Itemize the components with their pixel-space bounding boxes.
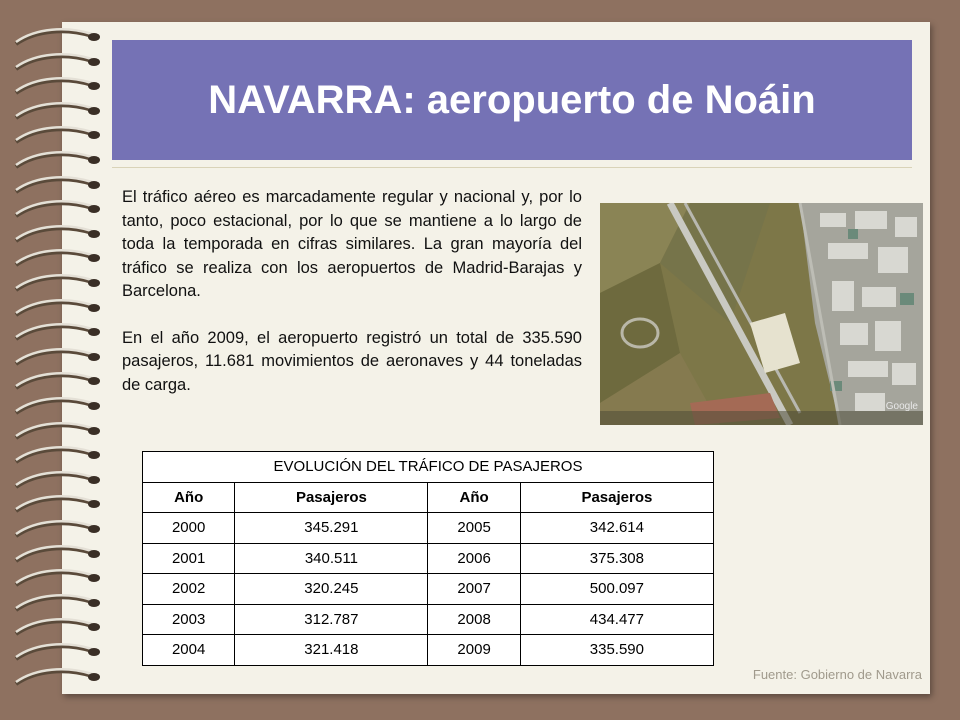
header-year-2: Año <box>428 482 520 513</box>
spiral-coil-icon <box>6 26 106 52</box>
spiral-coil-icon <box>6 75 106 101</box>
spiral-coil-icon <box>6 346 106 372</box>
spiral-coil-icon <box>6 567 106 593</box>
table-cell: 340.511 <box>235 543 428 574</box>
table-row <box>143 513 714 544</box>
spiral-coil-icon <box>6 518 106 544</box>
table-cell: 2001 <box>143 543 235 574</box>
table-cell: 2004 <box>143 635 235 666</box>
table-cell: 2007 <box>428 574 520 605</box>
table-cell: 2009 <box>428 635 520 666</box>
spiral-coil-icon <box>6 616 106 642</box>
spiral-coil-icon <box>6 469 106 495</box>
spiral-coil-icon <box>6 198 106 224</box>
table-cell: 312.787 <box>235 604 428 635</box>
spiral-coil-icon <box>6 395 106 421</box>
table-cell: 2005 <box>428 513 520 544</box>
table-cell: 2000 <box>143 513 235 544</box>
table-cell: 2003 <box>143 604 235 635</box>
spiral-coil-icon <box>6 272 106 298</box>
spiral-coil-icon <box>6 641 106 667</box>
spiral-coil-icon <box>6 51 106 77</box>
table-cell: 335.590 <box>520 635 713 666</box>
spiral-coil-icon <box>6 444 106 470</box>
table-row <box>143 604 714 635</box>
table-cell: 500.097 <box>520 574 713 605</box>
table-cell: 320.245 <box>235 574 428 605</box>
spiral-coil-icon <box>6 223 106 249</box>
aerial-photo <box>600 203 923 425</box>
spiral-coil-icon <box>6 124 106 150</box>
header-year-1: Año <box>143 482 235 513</box>
spiral-coil-icon <box>6 543 106 569</box>
spiral-coil-icon <box>6 100 106 126</box>
table-title: EVOLUCIÓN DEL TRÁFICO DE PASAJEROS <box>143 452 714 483</box>
spiral-coil-icon <box>6 592 106 618</box>
spiral-coil-icon <box>6 149 106 175</box>
body-text <box>122 186 582 420</box>
page-title: NAVARRA: aeropuerto de Noáin <box>208 77 816 122</box>
divider-line <box>112 167 912 168</box>
table-cell: 2002 <box>143 574 235 605</box>
photo-watermark: Google <box>885 401 918 412</box>
spiral-coil-icon <box>6 297 106 323</box>
spiral-coil-icon <box>6 370 106 396</box>
passenger-traffic-table <box>142 451 714 666</box>
spiral-coil-icon <box>6 493 106 519</box>
spiral-coil-icon <box>6 247 106 273</box>
table-row <box>143 574 714 605</box>
spiral-coil-icon <box>6 666 106 692</box>
table-cell: 345.291 <box>235 513 428 544</box>
table-cell: 321.418 <box>235 635 428 666</box>
table-row <box>143 543 714 574</box>
table-row <box>143 635 714 666</box>
title-banner <box>112 40 912 160</box>
spiral-coil-icon <box>6 321 106 347</box>
table-cell: 2006 <box>428 543 520 574</box>
spiral-coil-icon <box>6 420 106 446</box>
source-credit: Fuente: Gobierno de Navarra <box>752 667 922 682</box>
paragraph-2009-stats: En el año 2009, el aeropuerto registró un total de 335.590 pasajeros, 11.681 movimientos de aeronaves y 44 toneladas de carga. <box>122 328 582 394</box>
paragraph-traffic: El tráfico aéreo es marcadamente regular y nacional y, por lo tanto, poco estacional, por lo que se mantiene a lo largo de toda la temporada en cifras similares. La gran mayoría del tráfico se realiza con los aeropuertos de Madrid-Barajas y Barcelona. <box>122 188 582 300</box>
table-header-row <box>143 482 714 513</box>
table-cell: 375.308 <box>520 543 713 574</box>
table-cell: 2008 <box>428 604 520 635</box>
header-passengers-2: Pasajeros <box>520 482 713 513</box>
header-passengers-1: Pasajeros <box>235 482 428 513</box>
table-cell: 342.614 <box>520 513 713 544</box>
spiral-coil-icon <box>6 174 106 200</box>
table-cell: 434.477 <box>520 604 713 635</box>
aerial-satellite-photo-airport-icon <box>600 203 923 425</box>
